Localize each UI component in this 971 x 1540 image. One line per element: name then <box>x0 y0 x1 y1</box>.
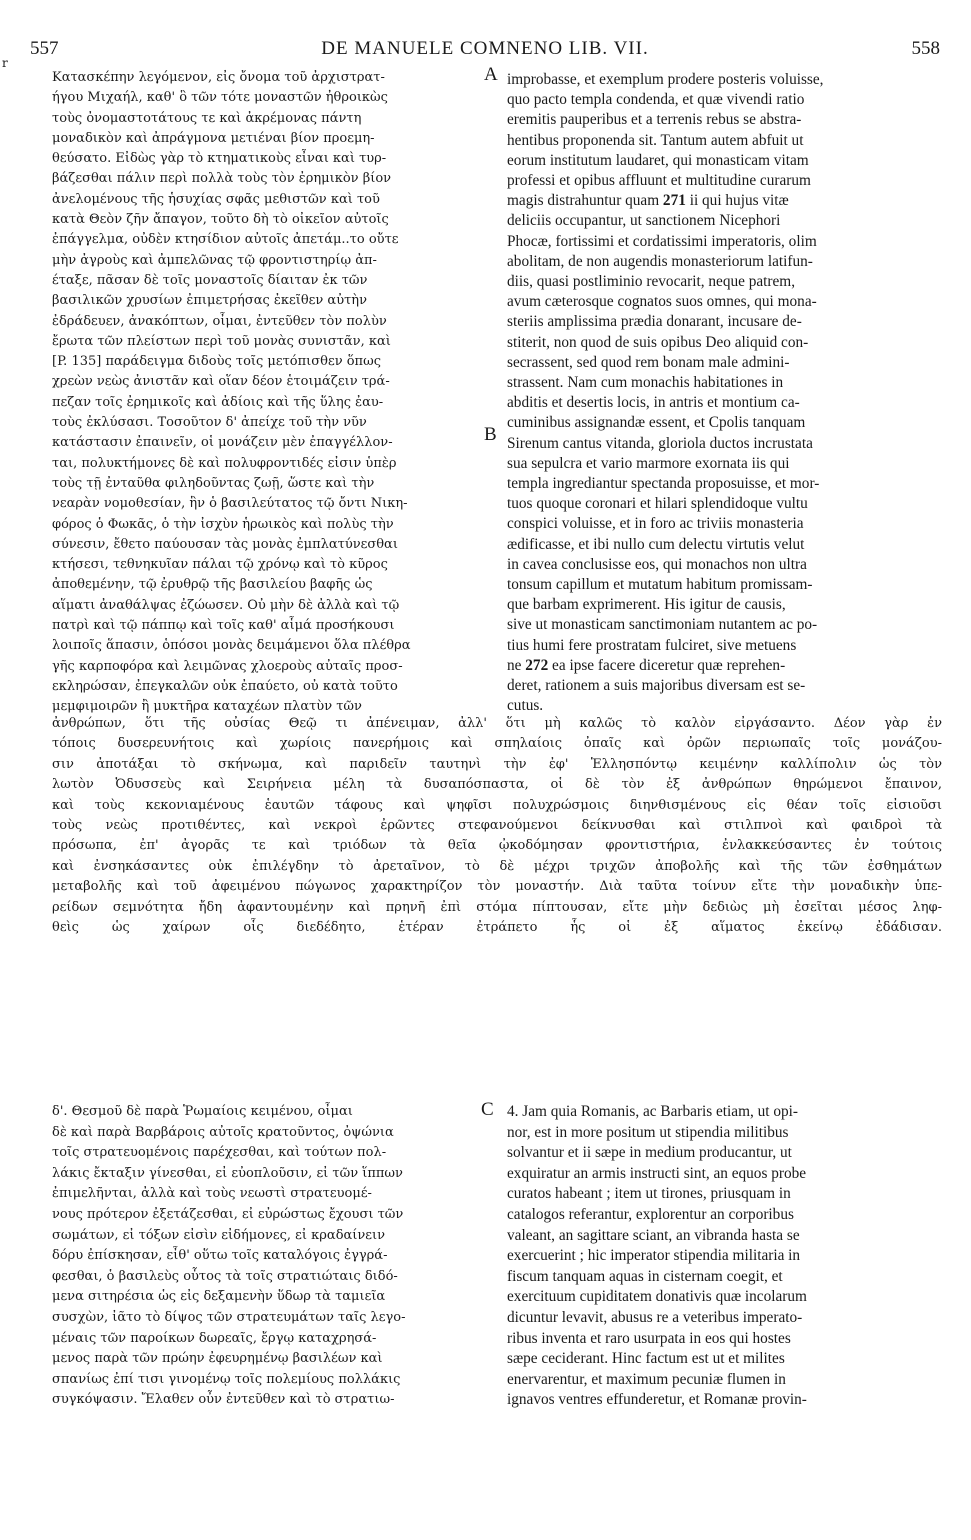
latin-line: improbasse, et exemplum prodere posteris voluisse, <box>507 71 824 88</box>
page-number-right: 558 <box>911 38 940 59</box>
greek-line: συγκόψασιν. Ἔλαθεν οὖν ἐντεῦθεν καὶ τὸ στρατιω- <box>52 1392 395 1408</box>
greek-line: δόρυ ἐπίσκησαν, εἶθ' οὕτω τοῖς καταλόγοις ἐγγρά- <box>52 1248 388 1264</box>
page-reference: 271 <box>662 192 686 210</box>
greek-line: λοιποῖς ἅπασιν, ὁπόσοι μονὰς δειμάμενοι ὅλα πλέθρα <box>52 638 411 654</box>
greek-line: φεσθαι, ὁ βασιλεὺς οὗτος τὰ τοῖς στρατιώταις διδό- <box>52 1268 398 1284</box>
latin-line: ignavos ventres effunderetur, et Romanæ provin- <box>507 1391 807 1409</box>
greek-line: Κατασκέπην λεγόμενον, εἰς ὄνομα τοῦ ἀρχιστρατ- <box>52 70 385 85</box>
greek-line: ἀνελομένους τῆς ἡσυχίας σφᾶς μεθιστῶν καὶ τοῦ <box>52 191 380 207</box>
greek-line: δὲ καὶ παρὰ Βαρβάροις αὐτοῖς κρατοῦντος, ὀψώνια <box>52 1124 394 1140</box>
latin-line: catalogos referantur, explorentur an corporibus <box>507 1205 794 1223</box>
greek-line: ἔρωτα τῶν πλείστων περὶ τοῦ μονὰς συνιστᾶν, καὶ <box>52 333 391 349</box>
greek-line: σύνεσιν, ἔθετο παύουσαν τὰς μονὰς ἐμπλατύνεσθαι <box>52 536 398 552</box>
greek-line: τοὺς τῇ ἐνταῦθα φιληδοῦντας ζωῇ, ὥστε καὶ τὴν <box>52 475 375 491</box>
page-header <box>30 38 940 64</box>
greek-line: νεαρὰν νομοθεσίαν, ἣν ὁ βασιλεύτατος τῷ ὄντι Νικη- <box>52 496 408 512</box>
greek-line: [P. 135] παράδειγμα διδοὺς τοῖς μετόπισθεν ὅπως <box>52 354 381 370</box>
latin-column-bottom <box>507 1102 937 1411</box>
latin-line: hentibus proponenda sit. Tantum autem abfuit ut <box>507 131 804 149</box>
greek-line: ἀνθρώπων, ὅτι τῆς οὐσίας Θεῷ τι ἀπένειμαν, ἀλλ' ὅτι μὴ καλῶς τὸ καλὸν εἰργάσαντο. Δέον γὰρ ἐν <box>52 716 942 731</box>
latin-line: strassent. Nam cum monachis habitationes in <box>507 374 784 392</box>
greek-line: συσχὼν, ἰᾶτο τὸ δίψος τῶν στρατευμάτων ταῖς λεγο- <box>52 1309 406 1325</box>
latin-line: abolitam, de non augendis monasteriorum latifun- <box>507 252 813 270</box>
greek-line: τοὺς ὀνομαστοτάτους τε καὶ ἀκρέμονας πάντη <box>52 110 362 126</box>
greek-line: χρεὼν νεὼς ἀνιστᾶν καὶ οἵαν δέον ἑτοιμάζειν τρά- <box>52 374 390 390</box>
latin-line: solvantur et ii sæpe in medium producantur, ut <box>507 1144 792 1162</box>
latin-line: curatos habeant ; item ut tirones, priusquam in <box>507 1185 791 1203</box>
latin-line: sæpe ceciderant. Hinc factum est ut et milites <box>507 1350 785 1368</box>
latin-line: tuos quoque coronari et hilari splendidoque vultu <box>507 495 808 513</box>
latin-line: ribus inventa et raro usurpata in eos qui hostes <box>507 1329 791 1347</box>
greek-line: τοῖς στρατευομένοις παρέχεσθαι, καὶ τούτων πολ- <box>52 1145 387 1161</box>
latin-line: diis, quasi postliminio revocarit, neque patrem, <box>507 273 796 291</box>
latin-line: stiterit, non quod de suis opibus Deo aliquid con- <box>507 333 809 351</box>
latin-line: quo pacto templa condenda, et quæ vivendi ratio <box>507 91 805 109</box>
latin-line: eorum institutum laudaret, qui monasticam vitam <box>507 151 809 169</box>
latin-line: eremitis pauperibus et a terrenis rebus se abstra- <box>507 111 802 129</box>
latin-line: Sirenum cantus vitanda, gloriola ductos incrustata <box>507 434 813 452</box>
latin-line: exquiratur an armis instructi sint, an equos probe <box>507 1164 807 1182</box>
greek-line: τόποις δυσερευνήτοις καὶ χωρίοις πανερήμοις καὶ σπηλαίοις ὀπαῖς καὶ ὀρῶν περιωπαῖς τοῖς μονάζου- <box>52 736 942 752</box>
greek-line: λωτὸν Ὀδυσσεὺς καὶ Σειρήνεια μέλη τὰ δυσαπόσπαστα, οἱ δὲ τὸν ἐξ ἀνθρώπων θηρώμενοι ἔπαινον, <box>52 777 942 793</box>
greek-line: μενα σιτηρέσια ὡς εἰς δεξαμενὴν ὕδωρ τὰ ταμιεῖα <box>52 1289 386 1305</box>
latin-line: nor, est in more positum ut stipendia militibus <box>507 1123 789 1141</box>
latin-line: que barbam exprimerent. His igitur de causis, <box>507 596 786 614</box>
greek-line: θεύσατο. Εἰδὼς γὰρ τὸ κτηματικοὺς εἶναι καὶ τυρ- <box>52 151 387 167</box>
greek-line: μενος παρὰ τῶν πρώην ἐφευρημένῳ βασιλέων καὶ <box>52 1351 383 1367</box>
latin-line: ne 272 ea ipse facere diceretur quæ reprehen- <box>507 656 786 674</box>
latin-line: fiscum tanquam aquas in cisternam coegit, et <box>507 1267 783 1285</box>
greek-line: κατὰ Θεὸν ζῆν ἄπαγον, τοῦτο δὴ τὸ οἰκεῖον αὐτοῖς <box>52 212 389 228</box>
greek-line: τοὺς ἐκλύσασι. Τοσοῦτον δ' ἀπείχε τοῦ τὴν νῦν <box>52 415 367 431</box>
greek-line: μεμφιμοιρῶν ἢ μυκτῆρα καταχέων πλατὺν τῶν <box>52 699 362 715</box>
greek-line: σιν ἀποτάξαι τὸ σκήνωμα, καὶ παριδεῖν ταυτηνὶ τὴν ἐφ' Ἑλλησπόντῳ κειμένην καλλίπολιν ὡς τὸν <box>52 756 942 772</box>
greek-line: ἐδράδευεν, ἀνακόπτων, οἶμαι, ἐντεῦθεν τὸν πολὺν <box>52 313 387 329</box>
latin-line: conspici voluisse, et in foro ac triviis monasteria <box>507 515 804 533</box>
greek-full-width-block <box>52 714 942 938</box>
greek-line: σωμάτων, εἰ τόξων εἰσὶν εἰδήμονες, εἰ κραδαίνειν <box>52 1227 386 1243</box>
greek-line: πεζαν τοῖς ἐρημικοῖς καὶ ἀδίοις καὶ τῆς ὕλης ἐαυ- <box>52 394 384 410</box>
greek-line: καὶ ἐνσηκάσαντες οὐκ ἐπιλέγδην τὸ ἀρεταῖνον, τὸ δὲ μέχρι τριχῶν ἀποβολῆς καὶ τῆς τῶν ἐσθημάτων <box>52 858 942 874</box>
latin-line: 4. Jam quia Romanis, ac Barbaris etiam, ut opi- <box>507 1103 798 1120</box>
latin-line: cuminibus assignandæ essent, et Cpolis tanquam <box>507 414 806 432</box>
greek-line: ρείδων σεμνότητα ἤδη ἀφαντουμένην καὶ πρηνῆ ἐπὶ στόμα πίπτουσαν, εἴτε μὴν δεδιὼς μὴ ἐσεῖται μέσος ληφ- <box>52 899 942 915</box>
greek-line: κατάστασιν ἐπαινεῖν, οἱ μονάζειν μὲν ἐπαγγέλλον- <box>52 435 393 451</box>
latin-line: sua sepulcra et vario marmore exornata iis qui <box>507 454 790 472</box>
latin-line: enervarentur, et maximum pecuniæ flumen in <box>507 1370 786 1388</box>
latin-line: ædificasse, et ibi nullo cum delectu virtutis velut <box>507 535 805 553</box>
greek-line: μὴν ἀγροὺς καὶ ἀμπελῶνας τῷ φροντιστηρίῳ ἀπ- <box>52 252 377 268</box>
greek-line: μέναις τῶν παροίκων δωρεαῖς, ἔργῳ καταχρησά- <box>52 1330 377 1346</box>
greek-line: γῆς καρποφόρα καὶ λειμῶνας χλοεροὺς αὐταῖς προσ- <box>52 658 403 674</box>
greek-line: φόρος ὁ Φωκᾶς, ὁ τὴν ἰσχὺν ἡρωικὸς καὶ πολὺς τὴν <box>52 516 394 532</box>
marker-b: B <box>484 424 497 445</box>
latin-column-top <box>507 70 937 717</box>
greek-column-top <box>52 68 484 718</box>
latin-line: steriis amplissima prædia donarant, incusare de- <box>507 313 802 331</box>
greek-line: κτήσεσι, τεθνηκυῖαν πάλαι τῷ χρόνῳ καὶ τὸ κῦρος <box>52 557 388 573</box>
latin-line: magis distrahuntur quam 271 ii qui hujus vitæ <box>507 192 789 210</box>
latin-line: Phocæ, fortissimi et cordatissimi imperatoris, olim <box>507 232 817 250</box>
greek-line: πρόσωπα, ἐπ' ἀγορᾶς τε καὶ τριόδων τὰ θεῖα ᾠκοδόμησαν φροντιστήρια, ἐνλακκεύσαντες ἐν τούτοις <box>52 838 942 854</box>
margin-tick: r <box>2 56 8 70</box>
greek-line: τοὺς νεὼς προτιθέντες, καὶ νεκροὶ ἐρῶντες στεφανούμενοι δείκνυσθαι καὶ στιλπνοὶ καὶ φαιδροὶ τὰ <box>52 818 942 834</box>
latin-line: abditis et desertis locis, in antris et montium ca- <box>507 394 800 412</box>
latin-line: templa ingrediantur spectanda proposuisse, et mor- <box>507 475 820 493</box>
latin-line: exercituum cupiditatem donativis quæ incolarum <box>507 1288 807 1306</box>
latin-line: tius humi fere prostratam fulciret, sive metuens <box>507 636 797 654</box>
greek-line: εκληρώσαν, ἐπεγκαλῶν οὐκ ἐπαύετο, οὐ κατὰ τοῦτο <box>52 678 398 694</box>
latin-line: deret, rationem a suis majoribus diversam est se- <box>507 677 806 695</box>
greek-line: πατρὶ καὶ τῷ πάππῳ καὶ τοῖς καθ' αἷμά προσήκουσι <box>52 618 395 634</box>
latin-line: exercuerint ; hic imperator stipendia militaria in <box>507 1247 801 1265</box>
greek-line: βάζεσθαι πάλιν περὶ πολλὰ τοὺς τὸν ἐρημικὸν βίον <box>52 171 392 187</box>
greek-line: μεταβολῆς καὶ τοῦ ἀφειμένου πώγωνος χαρακτηρίζον τὸν μοναστήν. Διὰ ταῦτα τοίνυν εἴτε τὴν μοναδικὴν ὑπε- <box>52 879 942 895</box>
greek-line: νους πρότερον ἐξετάζεσθαι, εἰ εὐρώστως ἔχουσι τῶν <box>52 1206 404 1222</box>
greek-line: έταξε, πᾶσαν δὲ τοῖς μοναστοῖς δίαιταν ἐκ τῶν <box>52 272 368 288</box>
latin-line: avum cæterosque cognatos suos omnes, qui mona- <box>507 293 817 311</box>
page-number-left: 557 <box>30 38 59 59</box>
marker-a: A <box>484 64 498 85</box>
greek-line: βασιλικῶν χρυσίων ἐπιμετρήσας ἐκεῖθεν αὐτὴν <box>52 293 367 309</box>
latin-line: in cavea conclusisse eos, qui monachos non ultra <box>507 555 807 573</box>
latin-line: dicuntur levavit, abusus re a veteribus imperato- <box>507 1308 803 1326</box>
running-title: DE MANUELE COMNENO LIB. VII. <box>321 38 649 59</box>
greek-line: θεὶς ὡς χαίρων οἷς διεδέδητο, ἑτέραν ἐτράπετο ἧς οἱ ἐξ αἵματος ἐκείνῳ ἐδάδισαν. <box>52 920 942 936</box>
latin-line: cutus. <box>507 697 544 715</box>
greek-line: αἵματι ἀναθάλψας ἐζώωσεν. Οὐ μὴν δὲ ἀλλὰ καὶ τῷ <box>52 597 400 613</box>
greek-line: καὶ τοὺς κεκονιαμένους ἑαυτῶν τάφους καὶ ψηφῖσι πολυχρώσμοις διηνθισμένους εἰς θέαν τοῖς εἰσιοῦσι <box>52 797 942 813</box>
latin-line: deliciis occupantur, ut sanctionem Nicephori <box>507 212 781 230</box>
latin-line: tonsum capillum et mutatum habitum promissam- <box>507 576 813 594</box>
greek-line: ἐπιμελῆνται, ἀλλὰ καὶ τοὺς νεωστὶ στρατευομέ- <box>52 1186 372 1202</box>
greek-line: λάκις ἔκταξιν γίνεσθαι, εἰ εὐοπλοῦσιν, εἰ τῶν ἵππων <box>52 1165 403 1181</box>
greek-line: ἐπάγγελμα, οὐδὲν κτησίδιον αὐτοῖς ἀπετάμ..το οὔτε <box>52 232 399 248</box>
greek-line: ται, πολυκτήμονες δὲ καὶ πολυφροντιδές εἰσιν ὑπὲρ <box>52 455 397 471</box>
latin-line: secrassent, sed quod rem bonam male admini- <box>507 353 790 371</box>
greek-line: σπανίως ἐπί τισι γινομένῳ τοῖς πολεμίους πολλάκις <box>52 1371 401 1387</box>
latin-line: sive ut monasticam sanctimoniam nutantem ac po- <box>507 616 818 634</box>
latin-line: professi et opibus affluunt et multitudine curarum <box>507 172 811 190</box>
page-reference: 272 <box>525 656 549 674</box>
latin-line: valeant, an sagittare sciant, an vibranda hasta se <box>507 1226 800 1244</box>
greek-line: ήγου Μιχαήλ, καθ' ὃ τῶν τότε μοναστῶν ἠθροικὼς <box>52 90 388 106</box>
marker-c: C <box>481 1099 494 1120</box>
greek-line: μοναδικὸν καὶ ἀπράγμονα μετιέναι βίον προεμη- <box>52 130 375 146</box>
greek-column-bottom <box>52 1102 484 1411</box>
greek-line: ἀποθεμένην, τῷ ἐρυθρῷ τῆς βασιλείου βαφῆς ὡς <box>52 577 373 593</box>
greek-line: δ'. Θεσμοῦ δὲ παρὰ Ῥωμαίοις κειμένου, οἶμαι <box>52 1104 353 1119</box>
